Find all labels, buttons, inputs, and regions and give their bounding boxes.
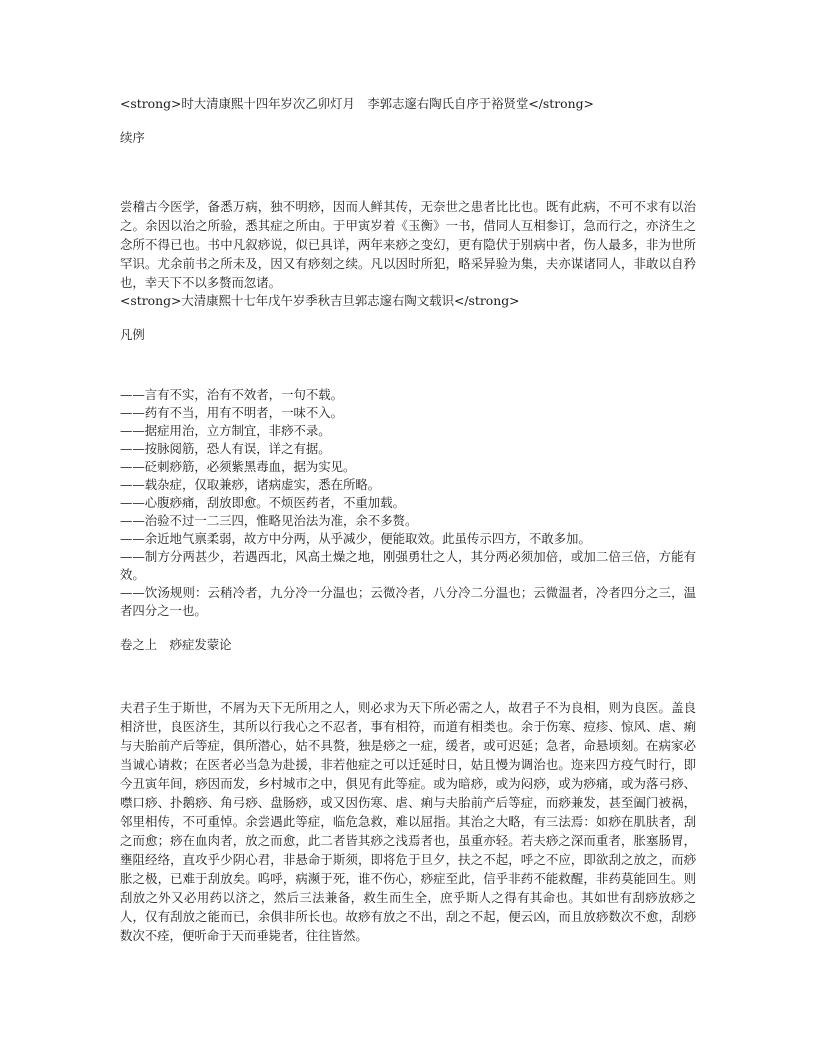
list-item: ——据症用治，立方制宜，非痧不录。 <box>120 423 331 438</box>
list-item: ——按脉阅筋，恐人有误，详之有据。 <box>120 441 331 456</box>
general-rules-title: 凡例 <box>120 327 145 342</box>
volume-body: 夫君子生于斯世，不屑为天下无所用之人，则必求为天下所必需之人，故君子不为良相，则为良医。盖良相济世，良医济生，其所以行我心之不忍者，事有相符，而道有相类也。余于伤寒、痘疹、惊风、虐、痢与夫胎前产后等症，俱所潜心，姑不具赘，独是痧之一症，缓者，或可迟延；急者，命悬顷刻。在病家必当诚心请救；在医者必当急为赴援，非若他症之可以迁延时日，姑且慢为调治也。迩来四方疫气时行，即今丑寅年间，痧因而发，乡村城市之中，俱见有此等症。或为暗痧，或为闷痧，或为痧痛，或为落弓痧、噤口痧、扑鹅痧、角弓痧、盘肠痧，或又因伤寒、虐、痢与夫胎前产后等症，而痧兼发，甚至阖门被祸，邻里相传，不可重悼。余尝遇此等症，临危急救，难以屈指。其治之大略，有三法焉：如痧在肌肤者，刮之而愈；痧在血肉者，放之而愈，此二者皆其痧之浅焉者也，虽重亦轻。若夫痧之深而重者，胀塞肠胃，壅阻经络，直攻乎少阴心君，非悬命于斯须，即将危于旦夕，扶之不起，呼之不应，即欲刮之放之，而痧胀之极，已难于刮放矣。呜呼，病濒于死，谁不伤心，痧症至此，信乎非药不能救醒，非药莫能回生。则刮放之外又必用药以济之，然后三法兼备，救生而生全，庶乎斯人之得有其命也。其如世有刮痧放痧之人，仅有刮放之能而已，余俱非所长也。故痧有放之不出，刮之不起，便云凶，而且放痧数次不愈，刮痧数次不痊，便听命于天而垂毙者，往往皆然。 <box>120 700 696 943</box>
document-page <box>120 95 696 945</box>
list-item: ——余近地气禀柔弱，故方中分两，从乎减少，便能取效。此虽传示四方，不敢多加。 <box>120 531 591 546</box>
general-rules-list <box>120 386 696 620</box>
sequel-preface-signature: <strong>大清康熙十七年戊午岁季秋吉旦郭志邃右陶文载识</strong> <box>120 293 520 308</box>
list-item: ——砭刺痧筋，必须紫黑毒血，据为实见。 <box>120 459 356 474</box>
list-item: ——饮汤规则：云稍冷者，九分冷一分温也；云微冷者，八分冷二分温也；云微温者，冷者四分之三，温者四分之一也。 <box>120 585 696 618</box>
sequel-preface-title: 续序 <box>120 130 145 145</box>
list-item: ——载杂症，仅取兼痧，诸病虚实，悉在所略。 <box>120 477 381 492</box>
volume-title: 卷之上 痧症发蒙论 <box>120 637 232 652</box>
sequel-preface-body: 尝稽古今医学，备悉万病，独不明痧，因而人鲜其传，无奈世之患者比比也。既有此病，不可不求有以治之。余因以治之所验，悉其症之所由。于甲寅岁着《玉衡》一书，借同人互相参订，急而行之，亦济生之念所不得已也。书中凡叙痧说，似已具详，两年来痧之变幻，更有隐伏于别病中者，伤人最多，非为世所罕识。尤余前书之所未及，因又有痧刻之续。凡以因时所犯，略采异验为集，夫亦谋诸同人，非敢以自矜也，幸天下不以多赘而忽诸。 <box>120 199 696 290</box>
list-item: ——治验不过一二三四，惟略见治法为准，余不多赘。 <box>120 513 418 528</box>
list-item: ——言有不实，治有不效者，一句不载。 <box>120 387 344 402</box>
list-item: ——制方分两甚少，若遇西北，风高土燥之地，刚强勇壮之人，其分两必须加倍，或加二倍三倍，方能有效。 <box>120 549 696 582</box>
list-item: ——心腹痧痛，刮放即愈。不烦医药者，不重加载。 <box>120 495 405 510</box>
list-item: ——药有不当，用有不明者，一味不入。 <box>120 405 344 420</box>
preface-signature: <strong>时大清康熙十四年岁次乙卯灯月 李郭志邃右陶氏自序于裕贤堂</strong> <box>120 96 594 111</box>
